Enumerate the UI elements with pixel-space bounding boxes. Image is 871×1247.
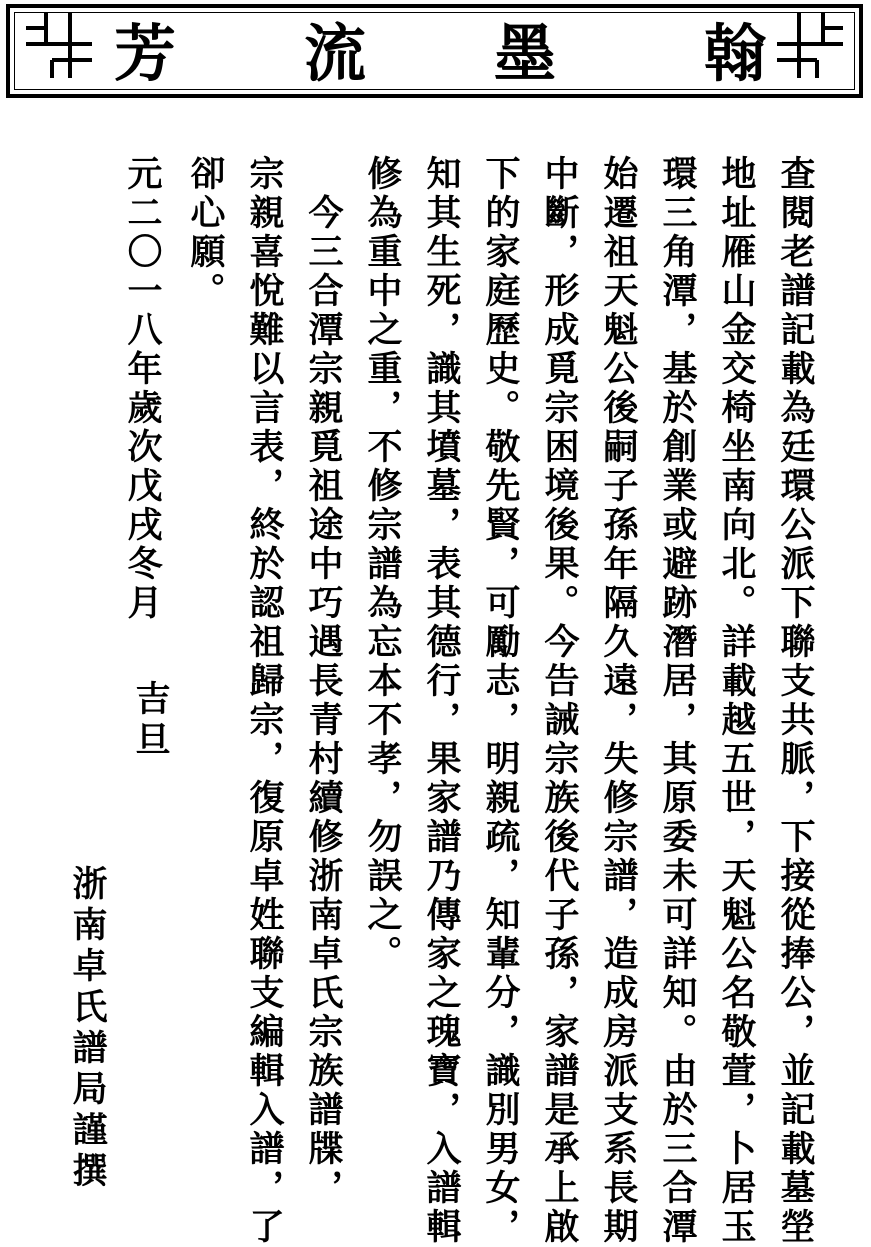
header-banner xyxy=(6,4,863,98)
text-column-1: 查閱老譜記載為廷環公派下聯支共脈，下接從捧公，並記載墓塋 xyxy=(775,155,816,1247)
fret-ornament-left-icon xyxy=(24,10,94,80)
text-column-6: 下的家庭歷史。敬先賢，可勵志，明親疏，知輩分，識別男女， xyxy=(480,155,521,1247)
text-column-2: 地址雁山金交椅坐南向北。詳載越五世，天魁公名敬萱，卜居玉 xyxy=(716,155,757,1247)
signature: 浙南卓氏譜局謹撰 xyxy=(67,865,108,1193)
title-char-2: 墨 xyxy=(493,17,556,90)
text-column-9: 今三合潭宗親覓祖途中巧遇長青村續修浙南卓氏宗族譜牒， xyxy=(303,155,344,1208)
text-column-7: 知其生死，識其墳墓，表其德行，果家譜乃傳家之瑰寶，入譜輯 xyxy=(421,155,462,1247)
title-char-3: 流 xyxy=(303,17,366,90)
text-column-4: 始遷祖天魁公後嗣子孫年隔久遠，失修宗譜，造成房派支系長期 xyxy=(598,155,639,1247)
title-char-1: 翰 xyxy=(703,17,766,90)
text-column-11: 卻心願。 xyxy=(185,155,226,311)
text-column-5: 中斷，形成覓宗困境後果。今告誡宗族後代子孫，家譜是承上啟 xyxy=(539,155,580,1247)
text-column-10: 宗親喜悅難以言表，終於認祖歸宗，復原卓姓聯支編輯入譜，了 xyxy=(244,155,285,1247)
date-line: 元二〇一八年歲次戊戌冬月 xyxy=(122,155,163,623)
date-suffix: 吉旦 xyxy=(130,680,171,762)
text-column-3: 環三角潭，基於創業或避跡潛居，其原委未可詳知。由於三合潭 xyxy=(657,155,698,1247)
fret-ornament-right-icon xyxy=(775,10,845,80)
title-char-4: 芳 xyxy=(113,17,176,90)
text-column-8: 修為重中之重，不修宗譜為忘本不孝，勿誤之。 xyxy=(362,155,403,974)
